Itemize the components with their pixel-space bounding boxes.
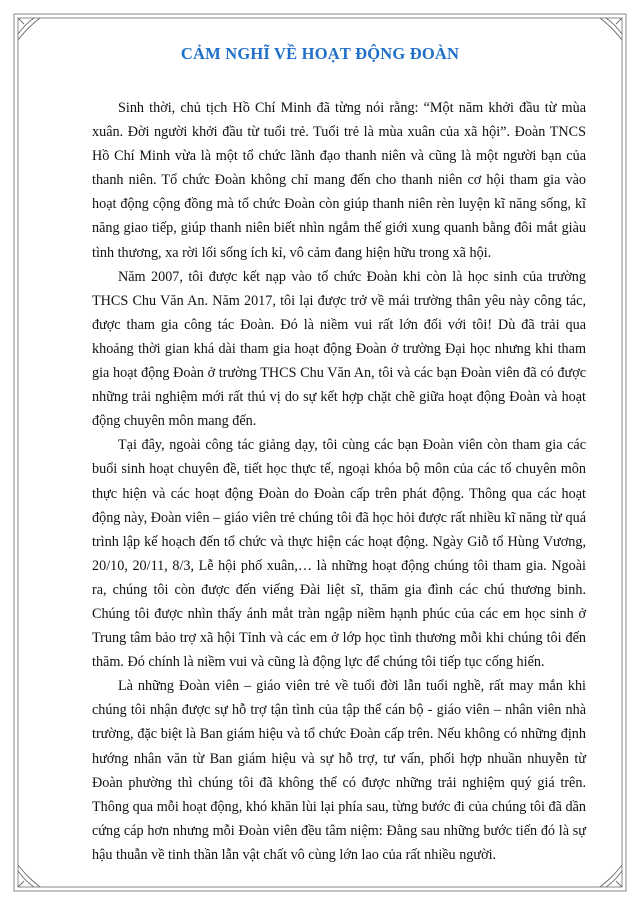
paragraph-2: Năm 2007, tôi được kết nạp vào tổ chức Đoàn khi còn là học sinh của trường THCS Chu Văn An. Năm 2017, tôi lại được trở về mái trường thân yêu này công tác, được tham gia công tác Đoàn. Đó là niềm vui rất lớn đối với tôi! Dù đã trải qua khoảng thời gian khá dài tham gia hoạt động Đoàn ở trường Đại học nhưng khi tham gia hoạt động Đoàn ở trường THCS Chu Văn An, tôi và các bạn Đoàn viên đã có được những trải nghiệm mới rất thú vị do sự kết hợp chặt chẽ giữa hoạt động Đoàn và hoạt động chuyên môn mang đến. (92, 268, 586, 430)
document-body (92, 96, 586, 867)
paragraph-1: Sinh thời, chủ tịch Hồ Chí Minh đã từng nói rằng: “Một năm khởi đầu từ mùa xuân. Đời người khởi đầu từ tuổi trẻ. Tuổi trẻ là mùa xuân của xã hội”. Đoàn TNCS Hồ Chí Minh vừa là một tổ chức lãnh đạo thanh niên và cũng là một người bạn của thanh niên. Tổ chức Đoàn không chỉ mang đến cho thanh niên cơ hội tham gia vào hoạt động cộng đồng mà tổ chức Đoàn còn giúp thanh niên rèn luyện kĩ năng sống, kĩ năng giao tiếp, giúp thanh niên biết nhìn ngắm thế giới xung quanh bằng đôi mắt giàu tình thương, xa rời lối sống ích kỉ, vô cảm đang hiện hữu trong xã hội. (92, 100, 586, 261)
document-title: CẢM NGHĨ VỀ HOẠT ĐỘNG ĐOÀN (180, 44, 460, 63)
paragraph-3: Tại đây, ngoài công tác giảng dạy, tôi cùng các bạn Đoàn viên còn tham gia các buổi sinh hoạt chuyên đề, tiết học thực tế, ngoại khóa bộ môn của các tổ chuyên môn thực hiện và các hoạt động Đoàn do Đoàn cấp trên phát động. Thông qua các hoạt động này, Đoàn viên – giáo viên trẻ chúng tôi đã học hỏi được rất nhiều kĩ năng từ quá trình lập kế hoạch đến tổ chức và thực hiện các hoạt động. Ngày Giỗ tổ Hùng Vương, 20/10, 20/11, 8/3, Lễ hội phố xuân,… là những hoạt động chúng tôi tham gia. Ngoài ra, chúng tôi còn được đến viếng Đài liệt sĩ, thăm gia đình các chú thương binh. Chúng tôi được nhìn thấy ánh mắt tràn ngập niềm hạnh phúc của các em học sinh ở Trung tâm bảo trợ xã hội Tỉnh và các em ở lớp học tình thương mỗi khi chúng tôi đến thăm. Đó chính là niềm vui và cũng là động lực để chúng tôi tiếp tục cống hiến. (92, 437, 586, 671)
paragraph-4: Là những Đoàn viên – giáo viên trẻ về tuổi đời lẫn tuổi nghề, rất may mắn khi chúng tôi nhận được sự hỗ trợ tận tình của tập thể cán bộ - giáo viên – nhân viên nhà trường, đặc biệt là Ban giám hiệu và tổ chức Đoàn cấp trên. Nếu không có những định hướng nhân văn từ Ban giám hiệu và sự hỗ trợ, tư vấn, phối hợp nhuần nhuyễn từ Đoàn phường thì chúng tôi đã không thể có được những trải nghiệm quý giá trên. Thông qua mỗi hoạt động, khó khăn lùi lại phía sau, từng bước đi của chúng tôi đã dần cứng cáp hơn nhưng mỗi Đoàn viên đều tâm niệm: Đằng sau những bước tiến đó là sự hậu thuẫn về tinh thần lẫn vật chất vô cùng lớn lao của rất nhiều người. (92, 678, 586, 863)
